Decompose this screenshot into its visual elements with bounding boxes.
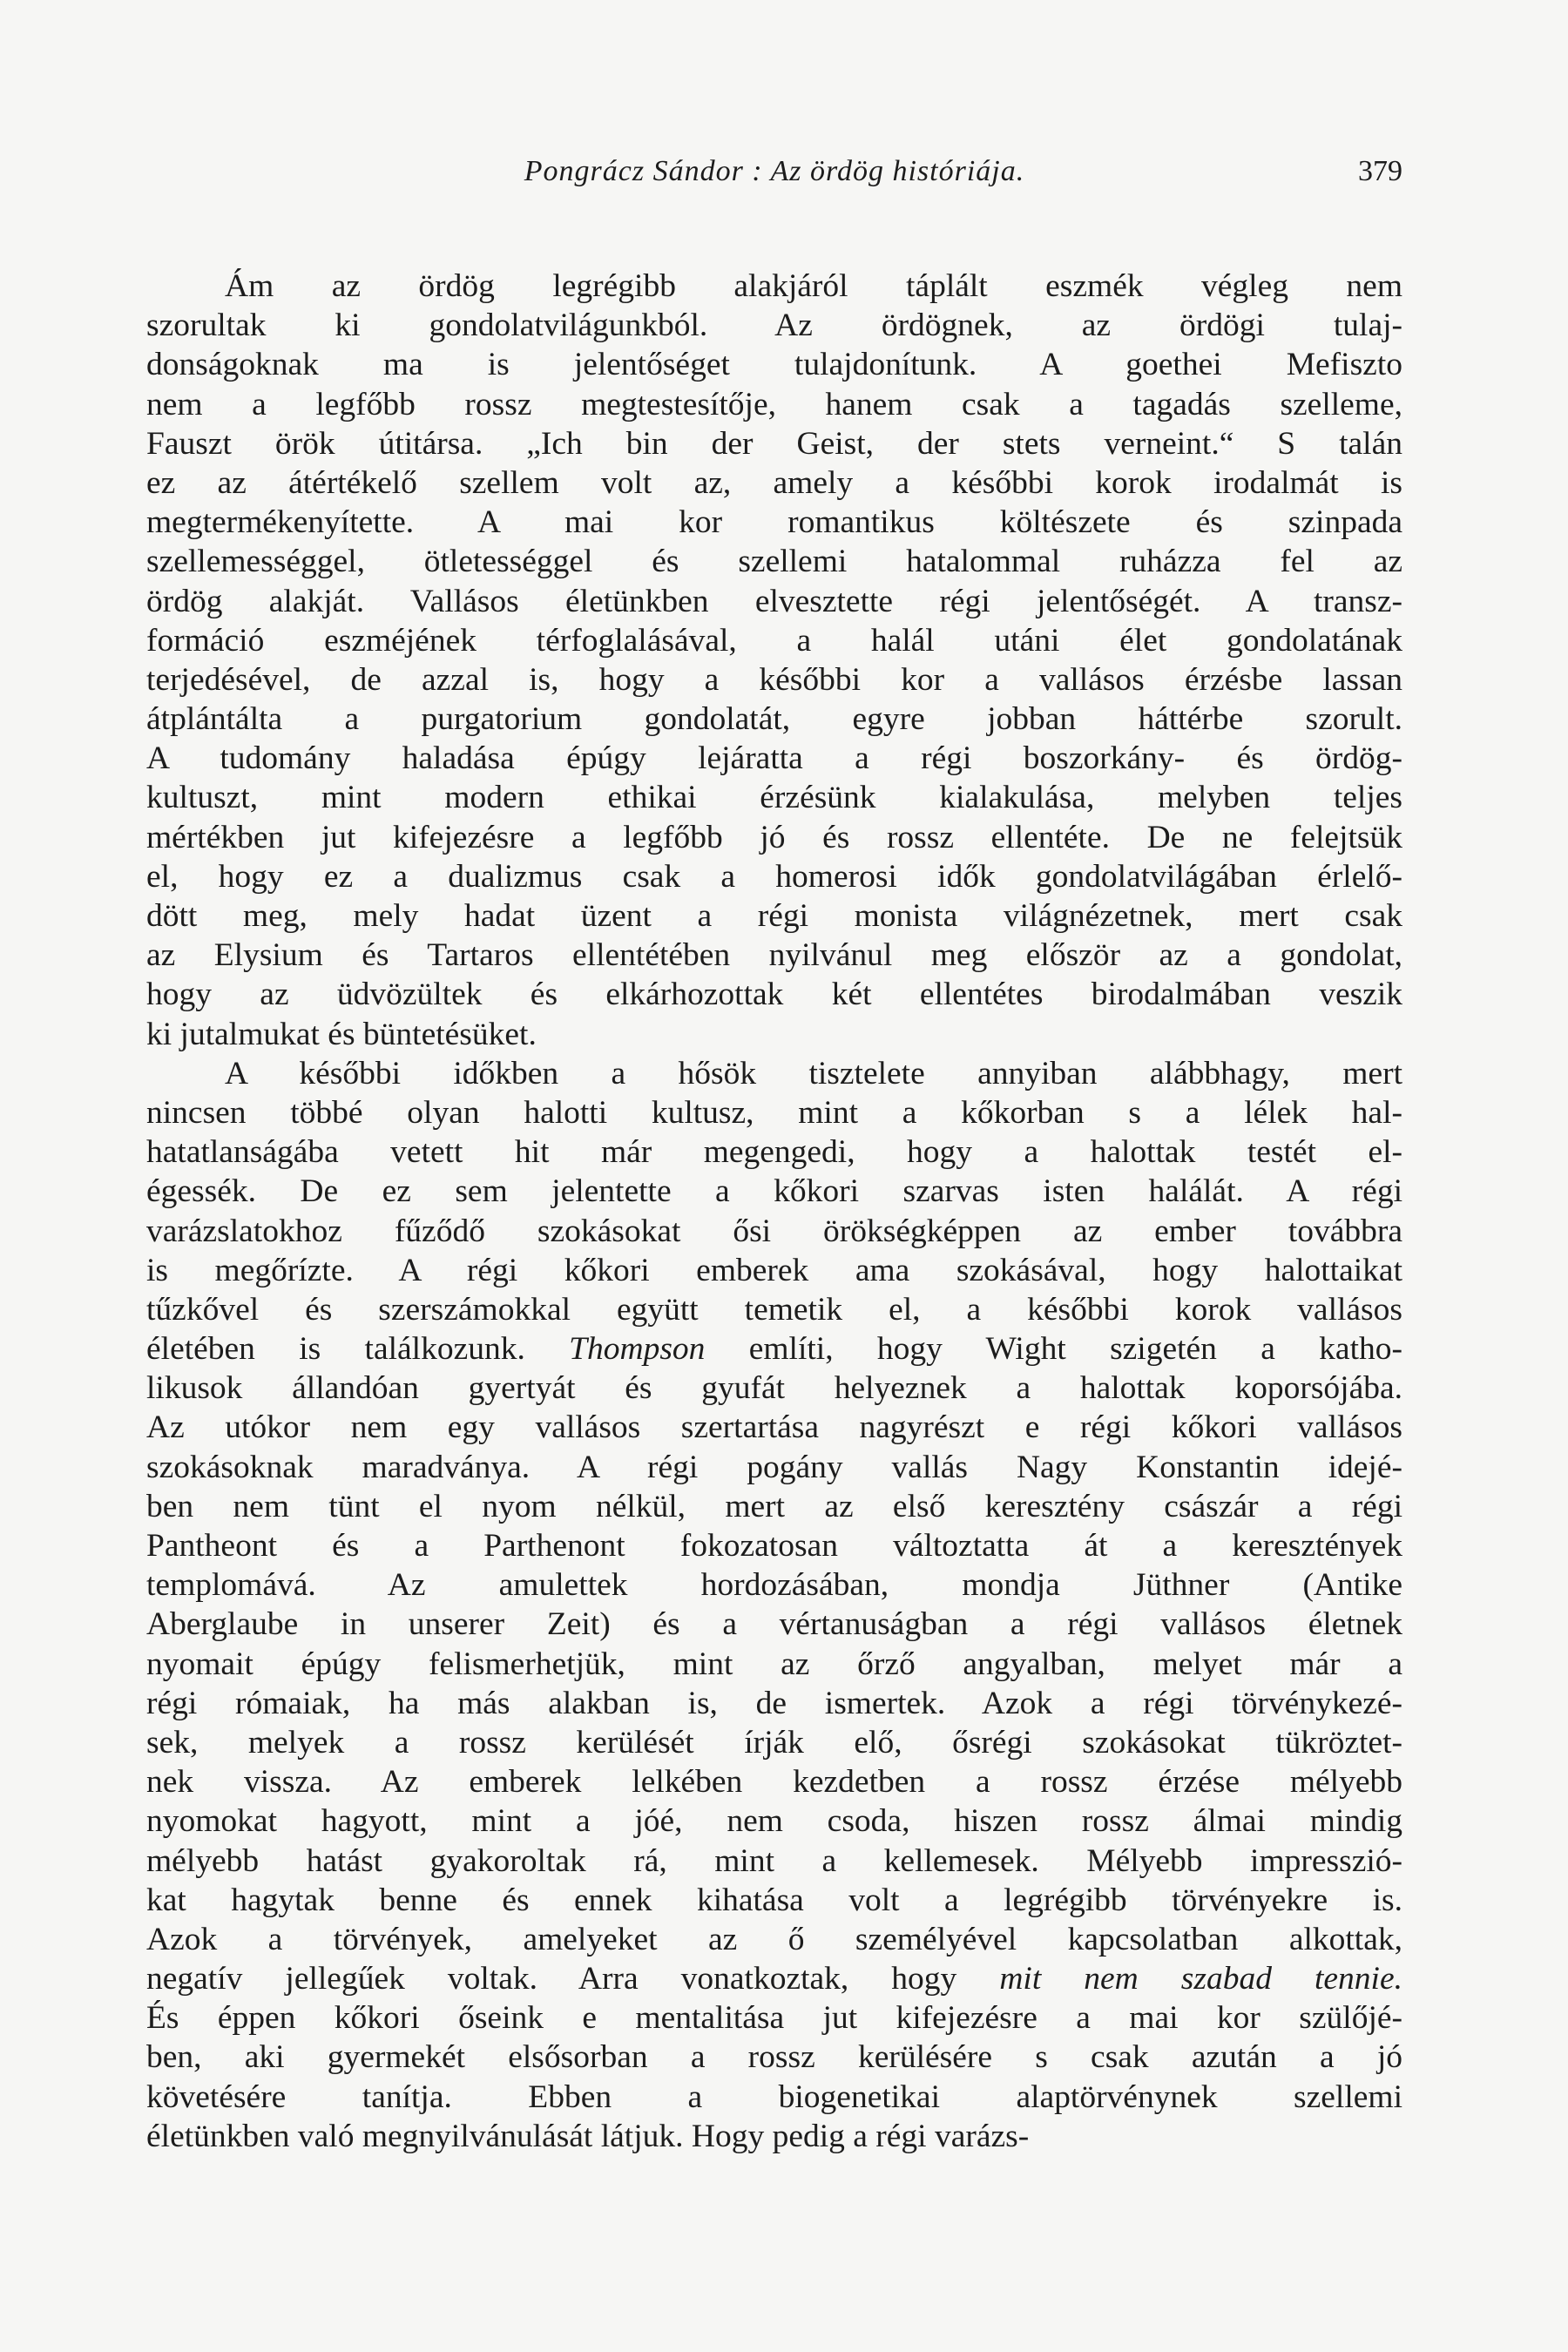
italic-text: mit nem szabad tennie. [999,1961,1402,1997]
text-line: is megőrízte. A régi kőkori emberek ama szokásával, hogy halottaikat [146,1252,1402,1288]
text-line: ben nem tünt el nyom nélkül, mert az első keresztény császár a régi [146,1488,1402,1524]
text-line: mélyebb hatást gyakoroltak rá, mint a kellemesek. Mélyebb impresszió- [146,1842,1402,1879]
text-line: nincsen többé olyan halotti kultusz, mint a kőkorban s a lélek hal- [146,1094,1402,1131]
text-line: követésére tanítja. Ebben a biogenetikai alaptörvénynek szellemi [146,2078,1402,2115]
text-line: Azok a törvények, amelyeket az ő személyével kapcsolatban alkottak, [146,1921,1402,1957]
running-title: Pongrácz Sándor : Az ördög históriája. [524,155,1025,187]
text-line: átplántálta a purgatorium gondolatát, egyre jobban háttérbe szorult. [146,701,1402,738]
text-line: Az utókor nem egy vallásos szertartása nagyrészt e régi kőkori vallásos [146,1409,1402,1446]
text-line: ki jutalmukat és büntetésüket. [146,1016,537,1052]
text-line: A tudomány haladása épúgy lejáratta a régi boszorkány- és ördög- [146,740,1402,777]
paragraph [146,1054,1402,2156]
text-line: nyomokat hagyott, mint a jóé, nem csoda, hiszen rossz álmai mindig [146,1803,1402,1840]
text-line: likusok állandóan gyertyát és gyufát helyeznek a halottak koporsójába. [146,1370,1402,1407]
text-line: életében is találkozunk. Thompson említi, hogy Wight szigetén a katho- [146,1331,1402,1368]
text-line: tűzkővel és szerszámokkal együtt temetik el, a későbbi korok vallásos [146,1291,1402,1328]
text-line: szorultak ki gondolatvilágunkból. Az ördögnek, az ördögi tulaj- [146,308,1402,344]
text-line: szellemességgel, ötletességgel és szellemi hatalommal ruházza fel az [146,544,1402,580]
text-line: ben, aki gyermekét elsősorban a rossz kerülésére s csak azután a jó [146,2039,1402,2076]
text-line: A későbbi időkben a hősök tisztelete annyiban alábbhagy, mert [225,1055,1402,1092]
text-line: el, hogy ez a dualizmus csak a homerosi idők gondolatvilágában érlelő- [146,858,1402,895]
text-line: negatív jellegűek voltak. Arra vonatkoztak, hogy mit nem szabad tennie. [146,1961,1402,1997]
paragraph [146,267,1402,1054]
body-text [146,267,1402,2156]
text-line: nem a legfőbb rossz megtestesítője, hanem csak a tagadás szelleme, [146,386,1402,422]
running-head [146,150,1402,193]
text-line: sek, melyek a rossz kerülését írják elő, ősrégi szokásokat tükröztet- [146,1724,1402,1761]
text-line: kat hagytak benne és ennek kihatása volt a legrégibb törvényekre is. [146,1882,1402,1918]
text-line: terjedésével, de azzal is, hogy a későbbi kor a vallásos érzésbe lassan [146,661,1402,698]
text-line: régi rómaiak, ha más alakban is, de ismertek. Azok a régi törvénykezé- [146,1685,1402,1721]
text-line: égessék. De ez sem jelentette a kőkori szarvas isten halálát. A régi [146,1173,1402,1210]
text-line: hogy az üdvözültek és elkárhozottak két ellentétes birodalmában veszik [146,977,1402,1013]
text-line: dött meg, mely hadat üzent a régi monista világnézetnek, mert csak [146,898,1402,934]
text-line: Aberglaube in unserer Zeit) és a vértanuságban a régi vallásos életnek [146,1606,1402,1643]
text-line: nyomait épúgy felismerhetjük, mint az őrző angyalban, melyet már a [146,1646,1402,1682]
text-line: életünkben való megnyilvánulását látjuk. Hogy pedig a régi varázs- [146,2118,1030,2154]
text-line: Ám az ördög legrégibb alakjáról táplált eszmék végleg nem [225,268,1402,304]
page-number: 379 [1358,155,1402,187]
text-line: az Elysium és Tartaros ellentétében nyilvánul meg először az a gondolat, [146,937,1402,974]
text-line: megtermékenyítette. A mai kor romantikus költészete és szinpada [146,504,1402,541]
text-line: Fauszt örök útitársa. „Ich bin der Geist, der stets verneint.“ S talán [146,425,1402,462]
text-line: mértékben jut kifejezésre a legfőbb jó és rossz ellentéte. De ne felejtsük [146,819,1402,855]
text-line: kultuszt, mint modern ethikai érzésünk kialakulása, melyben teljes [146,780,1402,816]
text-line: varázslatokhoz fűződő szokásokat ősi örökségképpen az ember továbbra [146,1213,1402,1249]
text-line: templomává. Az amulettek hordozásában, mondja Jüthner (Antike [146,1567,1402,1604]
text-line: nek vissza. Az emberek lelkében kezdetben a rossz érzése mélyebb [146,1764,1402,1801]
text-line: hatatlanságába vetett hit már megengedi, hogy a halottak testét el- [146,1134,1402,1171]
text-line: Pantheont és a Parthenont fokozatosan változtatta át a keresztények [146,1528,1402,1564]
text-line: szokásoknak maradványa. A régi pogány vallás Nagy Konstantin idejé- [146,1449,1402,1485]
text-line: donságoknak ma is jelentőséget tulajdonítunk. A goethei Mefiszto [146,347,1402,383]
text-line: ez az átértékelő szellem volt az, amely a későbbi korok irodalmát is [146,464,1402,501]
italic-text: Thompson [569,1331,706,1368]
text-line: ördög alakját. Vallásos életünkben elvesztette régi jelentőségét. A transz- [146,583,1402,619]
text-line: formáció eszméjének térfoglalásával, a halál utáni élet gondolatának [146,622,1402,659]
text-line: És éppen kőkori őseink e mentalitása jut kifejezésre a mai kor szülőjé- [146,2000,1402,2037]
